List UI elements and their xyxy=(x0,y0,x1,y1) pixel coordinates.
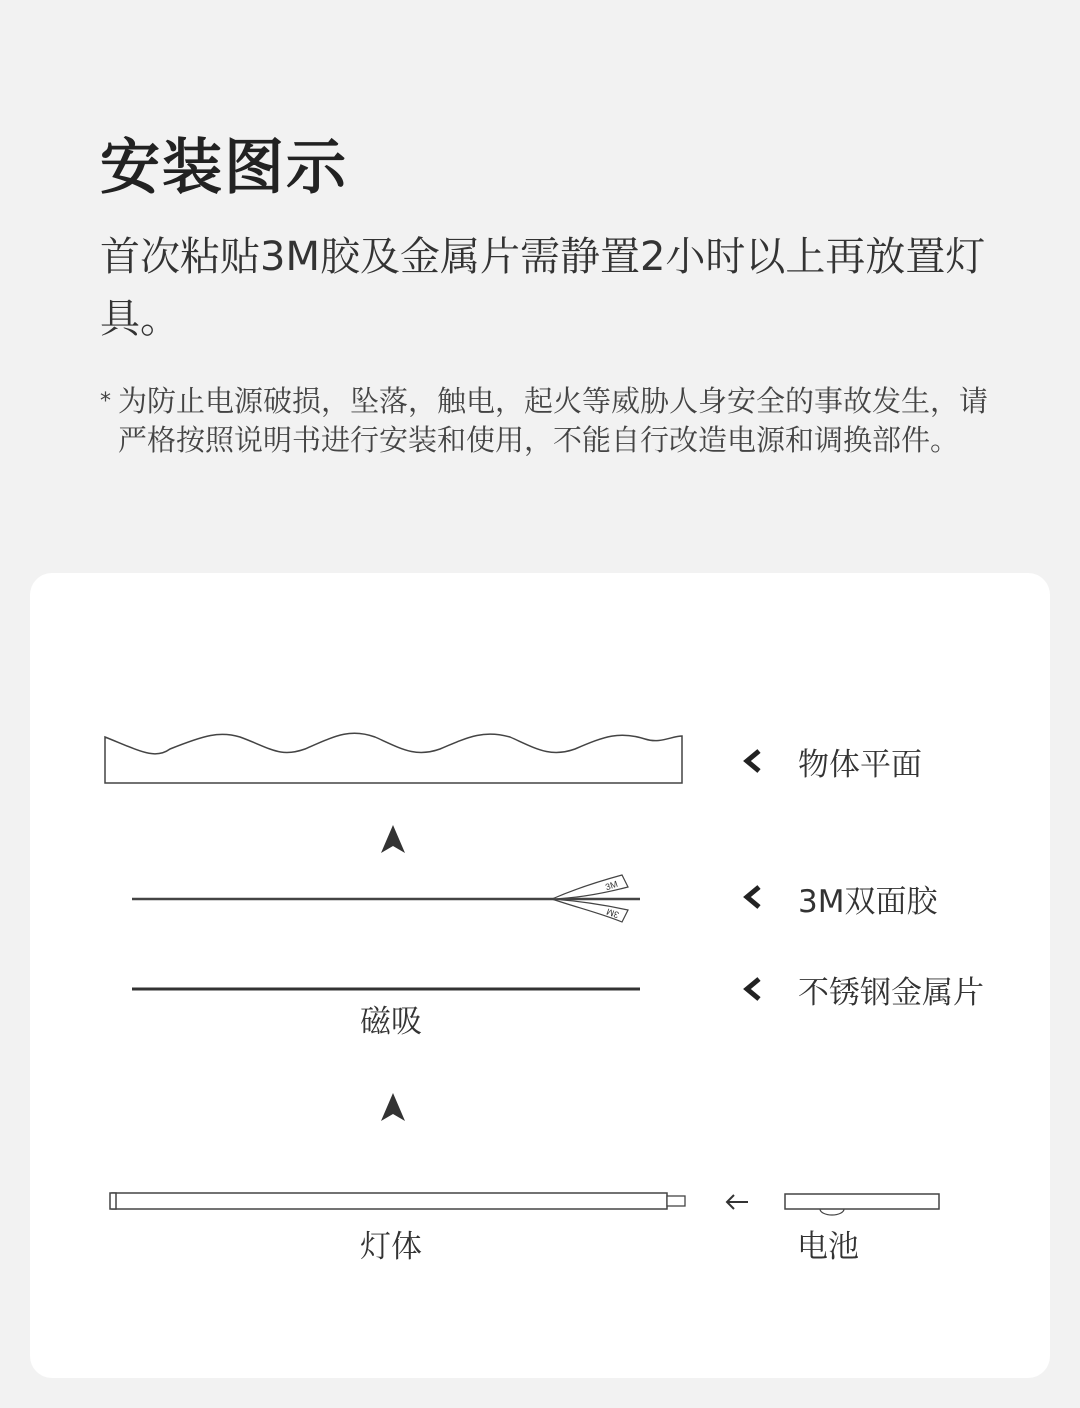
arrow-up-icon xyxy=(381,1093,405,1121)
page-title: 安装图示 xyxy=(100,133,348,203)
label-battery: 电池 xyxy=(797,1229,859,1265)
label-surface: 物体平面 xyxy=(798,747,922,783)
battery-body xyxy=(785,1194,939,1209)
arrow-up-icon xyxy=(381,825,405,853)
safety-note xyxy=(100,382,1000,460)
note-text: 为防止电源破损，坠落，触电，起火等威胁人身安全的事故发生，请严格按照说明书进行安装和使用，不能自行改造电源和调换部件。 xyxy=(118,384,989,457)
chevron-left-icon xyxy=(747,751,759,771)
label-plate: 不锈钢金属片 xyxy=(798,975,984,1011)
battery-tab xyxy=(820,1209,844,1215)
label-magnet: 磁吸 xyxy=(360,1004,422,1040)
lamp-connector xyxy=(667,1196,685,1206)
lamp-body xyxy=(112,1193,667,1209)
label-tape: 3M双面胶 xyxy=(798,884,938,920)
install-instruction: 首次粘贴3M胶及金属片需静置2小时以上再放置灯具。 xyxy=(100,234,986,342)
tape-mark-bottom: 3M xyxy=(605,906,621,921)
label-lamp: 灯体 xyxy=(360,1229,422,1265)
note-marker: * xyxy=(100,389,111,414)
surface-shape xyxy=(105,733,682,783)
diagram-card xyxy=(30,573,1050,1378)
chevron-left-icon xyxy=(747,887,759,907)
chevron-left-icon xyxy=(747,979,759,999)
tape-mark-top: 3M xyxy=(604,878,620,893)
lamp-end-left xyxy=(110,1193,116,1209)
